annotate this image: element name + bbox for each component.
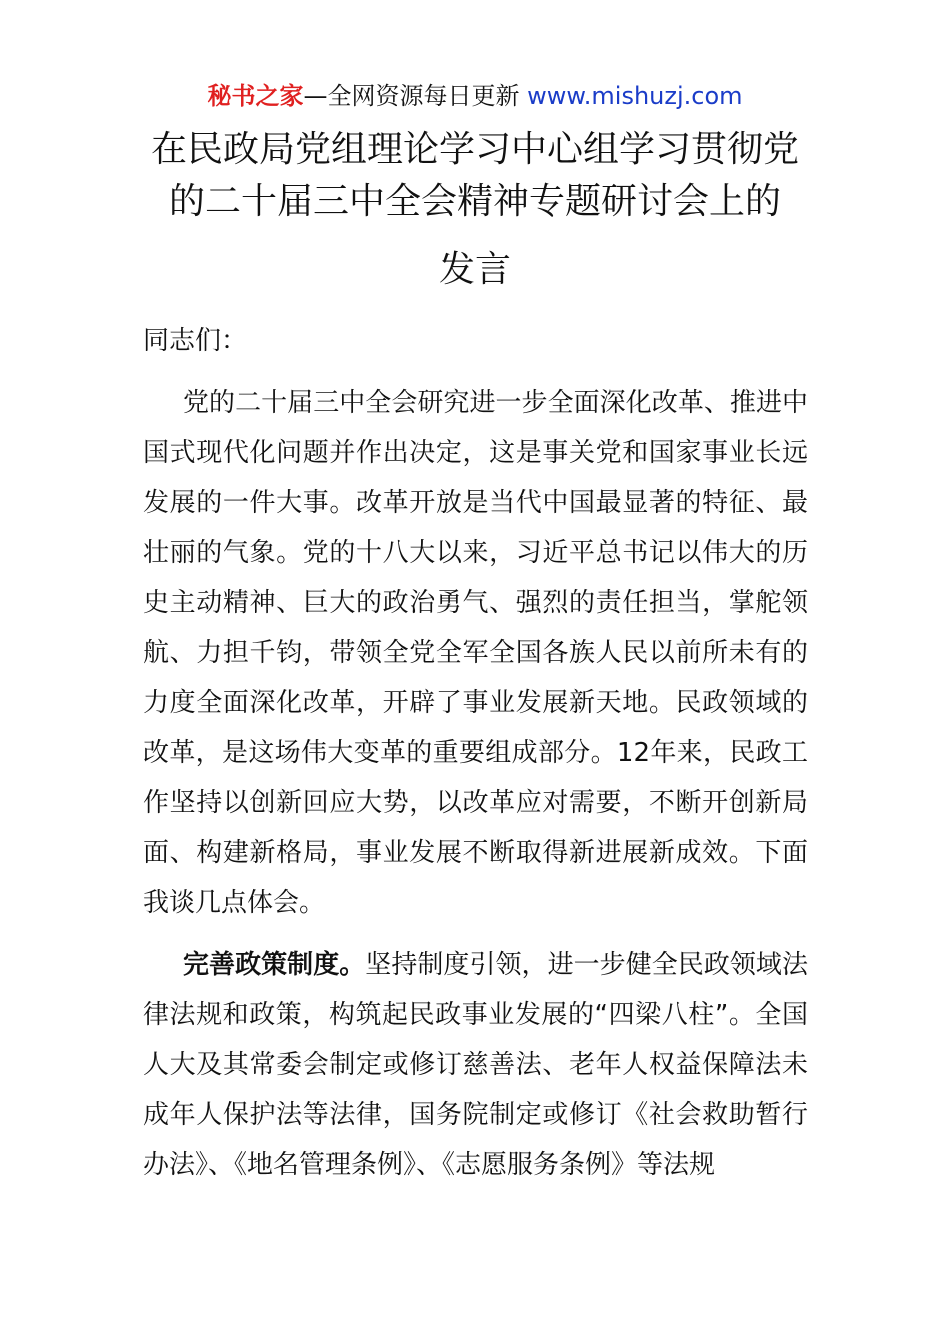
title-line-2: 的二十届三中全会精神专题研讨会上的 <box>168 181 781 222</box>
title-line-3: 发言 <box>438 249 511 290</box>
site-url-link[interactable]: www.mishuzj.com <box>527 82 743 110</box>
paragraph-2-text: 坚持制度引领，进一步健全民政领域法律法规和政策，构筑起民政事业发展的“四梁八柱”。全国人大及其常委会制定或修订慈善法、老年人权益保障法未成年人保护法等法律，国务院制定或修订《社会救助暂行办法》、《地名管理条例》、《志愿服务条例》等法规 <box>143 950 808 1180</box>
paragraph-2 <box>143 940 808 1190</box>
brand-name: 秘书之家 <box>207 82 304 110</box>
header-banner <box>0 78 950 114</box>
document-body <box>143 316 808 1202</box>
paragraph-1-text: 党的二十届三中全会研究进一步全面深化改革、推进中国式现代化问题并作出决定，这是事关党和国家事业长远发展的一件大事。改革开放是当代中国最显著的特征、最壮丽的气象。党的十八大以来，习近平总书记以伟大的历史主动精神、巨大的政治勇气、强烈的责任担当，掌舵领航、力担千钧，带领全党全军全国各族人民以前所未有的力度全面深化改革，开辟了事业发展新天地。民政领域的改革，是这场伟大变革的重要组成部分。12年来，民政工作坚持以创新回应大势，以改革应对需要，不断开创新局面、构建新格局，事业发展不断取得新进展新成效。下面我谈几点体会。 <box>143 388 808 918</box>
header-tagline: —全网资源每日更新 <box>303 82 528 110</box>
document-title <box>120 124 830 296</box>
salutation: 同志们： <box>143 326 248 356</box>
paragraph-1 <box>143 378 808 928</box>
paragraph-2-lead: 完善政策制度。 <box>183 950 366 980</box>
title-line-1: 在民政局党组理论学习中心组学习贯彻党 <box>150 129 799 170</box>
